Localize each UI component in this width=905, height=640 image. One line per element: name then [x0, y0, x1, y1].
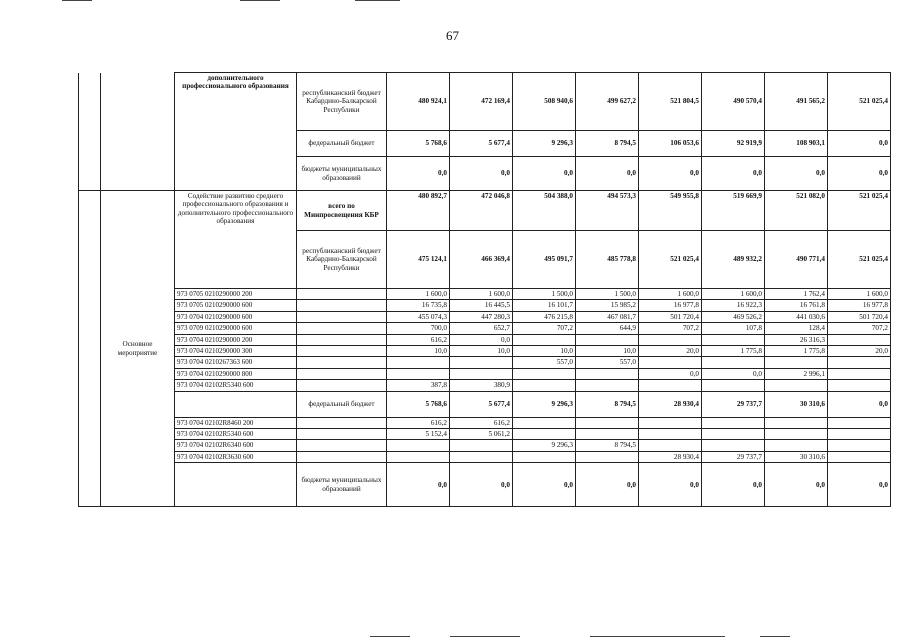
value-cell: 0,0 — [765, 463, 828, 507]
value-cell: 1 775,8 — [765, 346, 828, 357]
value-cell — [828, 334, 891, 345]
value-cell: 5 768,6 — [387, 131, 450, 157]
value-cell: 28 930,4 — [639, 451, 702, 462]
budget-code: 973 0704 0210290000 300 — [175, 346, 297, 357]
budget-code: 973 0704 02102R6340 600 — [175, 440, 297, 451]
value-cell: 490 771,4 — [765, 231, 828, 289]
value-cell: 20,0 — [828, 346, 891, 357]
value-cell: 616,2 — [450, 417, 513, 428]
value-cell — [702, 380, 765, 391]
value-cell: 28 930,4 — [639, 391, 702, 417]
table-row — [79, 451, 891, 462]
value-cell: 10,0 — [513, 346, 576, 357]
value-cell: 16 761,8 — [765, 300, 828, 311]
value-cell: 616,2 — [387, 417, 450, 428]
budget-code: 973 0705 0210290000 200 — [175, 289, 297, 300]
value-cell — [576, 451, 639, 462]
budget-code: 973 0709 0210290000 600 — [175, 323, 297, 334]
value-cell: 491 565,2 — [765, 73, 828, 131]
value-cell: 707,2 — [639, 323, 702, 334]
value-cell: 0,0 — [828, 463, 891, 507]
scan-artifact-top — [240, 0, 280, 1]
value-cell: 0,0 — [639, 463, 702, 507]
value-cell — [450, 368, 513, 379]
value-cell — [702, 417, 765, 428]
value-cell: 1 600,0 — [450, 289, 513, 300]
budget-code: 973 0704 02102R5340 600 — [175, 429, 297, 440]
value-cell: 489 932,2 — [702, 231, 765, 289]
value-cell — [576, 334, 639, 345]
value-cell: 0,0 — [513, 463, 576, 507]
value-cell: 466 369,4 — [450, 231, 513, 289]
cell-empty — [297, 440, 387, 451]
value-cell: 5 677,4 — [450, 131, 513, 157]
value-cell — [450, 440, 513, 451]
table-row — [79, 346, 891, 357]
budget-code: 973 0704 02102R3630 600 — [175, 451, 297, 462]
value-cell: 499 627,2 — [576, 73, 639, 131]
value-cell: 700,0 — [387, 323, 450, 334]
value-cell: 30 310,6 — [765, 391, 828, 417]
value-cell: 475 124,1 — [387, 231, 450, 289]
table-row — [79, 300, 891, 311]
value-cell: 644,9 — [576, 323, 639, 334]
value-cell — [765, 357, 828, 368]
cell-empty — [175, 391, 297, 417]
value-cell: 1 500,0 — [513, 289, 576, 300]
cell-empty — [79, 73, 101, 191]
value-cell: 30 310,6 — [765, 451, 828, 462]
funding-source: бюджеты муниципальных образований — [297, 157, 387, 191]
table-row — [79, 417, 891, 428]
value-cell: 10,0 — [387, 346, 450, 357]
value-cell — [639, 357, 702, 368]
value-cell: 1 775,8 — [702, 346, 765, 357]
value-cell — [513, 417, 576, 428]
value-cell: 1 762,4 — [765, 289, 828, 300]
value-cell: 549 955,8 — [639, 191, 702, 231]
funding-source: бюджеты муниципальных образований — [297, 463, 387, 507]
funding-source: федеральный бюджет — [297, 131, 387, 157]
value-cell: 26 316,3 — [765, 334, 828, 345]
value-cell: 508 940,6 — [513, 73, 576, 131]
value-cell: 16 977,8 — [639, 300, 702, 311]
table-row — [79, 334, 891, 345]
value-cell: 519 669,9 — [702, 191, 765, 231]
value-cell: 15 985,2 — [576, 300, 639, 311]
value-cell: 472 169,4 — [450, 73, 513, 131]
cell-empty — [297, 380, 387, 391]
scan-artifact-bottom — [370, 636, 410, 637]
value-cell — [702, 429, 765, 440]
value-cell — [450, 357, 513, 368]
value-cell: 1 600,0 — [828, 289, 891, 300]
cell-empty — [297, 334, 387, 345]
value-cell: 387,8 — [387, 380, 450, 391]
cell-empty — [297, 429, 387, 440]
value-cell — [828, 451, 891, 462]
value-cell: 0,0 — [513, 157, 576, 191]
scan-artifact-bottom — [760, 636, 790, 637]
value-cell: 8 794,5 — [576, 131, 639, 157]
value-cell: 128,4 — [765, 323, 828, 334]
value-cell: 16 735,8 — [387, 300, 450, 311]
value-cell: 480 892,7 — [387, 191, 450, 231]
value-cell — [576, 368, 639, 379]
value-cell: 0,0 — [450, 463, 513, 507]
funding-source-total: всего по Минпросвещения КБР — [297, 191, 387, 231]
budget-code: 973 0705 0210290000 600 — [175, 300, 297, 311]
budget-table — [78, 72, 891, 507]
value-cell: 0,0 — [765, 157, 828, 191]
value-cell: 5 061,2 — [450, 429, 513, 440]
value-cell: 480 924,1 — [387, 73, 450, 131]
measure-kind: Основное мероприятие — [101, 191, 175, 507]
value-cell — [513, 451, 576, 462]
value-cell: 1 600,0 — [639, 289, 702, 300]
value-cell — [765, 417, 828, 428]
cell-empty — [297, 300, 387, 311]
value-cell: 10,0 — [450, 346, 513, 357]
value-cell — [639, 380, 702, 391]
table-row — [79, 391, 891, 417]
value-cell — [387, 440, 450, 451]
value-cell: 108 903,1 — [765, 131, 828, 157]
value-cell — [576, 380, 639, 391]
cell-empty — [297, 323, 387, 334]
value-cell: 0,0 — [702, 368, 765, 379]
value-cell: 9 296,3 — [513, 131, 576, 157]
value-cell — [639, 429, 702, 440]
value-cell: 9 296,3 — [513, 440, 576, 451]
value-cell: 0,0 — [828, 131, 891, 157]
cell-empty — [297, 346, 387, 357]
cell-empty — [297, 357, 387, 368]
value-cell: 107,8 — [702, 323, 765, 334]
value-cell: 616,2 — [387, 334, 450, 345]
value-cell: 16 101,7 — [513, 300, 576, 311]
table-row — [79, 429, 891, 440]
value-cell: 0,0 — [828, 391, 891, 417]
value-cell: 5 152,4 — [387, 429, 450, 440]
value-cell: 472 046,8 — [450, 191, 513, 231]
value-cell: 504 388,0 — [513, 191, 576, 231]
value-cell: 380,9 — [450, 380, 513, 391]
table-row — [79, 463, 891, 507]
value-cell — [513, 380, 576, 391]
value-cell: 1 500,0 — [576, 289, 639, 300]
value-cell: 1 600,0 — [702, 289, 765, 300]
table-row — [79, 311, 891, 322]
value-cell — [702, 357, 765, 368]
value-cell: 652,7 — [450, 323, 513, 334]
table-row — [79, 191, 891, 231]
table-row — [79, 73, 891, 131]
value-cell: 106 053,6 — [639, 131, 702, 157]
value-cell: 0,0 — [639, 157, 702, 191]
value-cell — [765, 429, 828, 440]
value-cell: 441 030,6 — [765, 311, 828, 322]
funding-source: федеральный бюджет — [297, 391, 387, 417]
value-cell: 495 091,7 — [513, 231, 576, 289]
value-cell: 8 794,5 — [576, 391, 639, 417]
value-cell: 0,0 — [450, 334, 513, 345]
value-cell — [828, 380, 891, 391]
value-cell: 10,0 — [576, 346, 639, 357]
value-cell — [765, 440, 828, 451]
value-cell: 16 922,3 — [702, 300, 765, 311]
value-cell — [828, 357, 891, 368]
value-cell: 521 025,4 — [828, 231, 891, 289]
value-cell: 557,0 — [513, 357, 576, 368]
value-cell: 501 720,4 — [828, 311, 891, 322]
value-cell: 20,0 — [639, 346, 702, 357]
value-cell: 469 526,2 — [702, 311, 765, 322]
table-row — [79, 368, 891, 379]
budget-code: 973 0704 0210290000 200 — [175, 334, 297, 345]
value-cell — [828, 368, 891, 379]
scan-artifact-bottom — [450, 636, 520, 637]
value-cell — [513, 429, 576, 440]
value-cell — [576, 417, 639, 428]
value-cell: 447 280,3 — [450, 311, 513, 322]
value-cell: 29 737,7 — [702, 451, 765, 462]
value-cell: 0,0 — [828, 157, 891, 191]
table-body — [79, 73, 891, 507]
value-cell — [450, 451, 513, 462]
budget-code: 973 0704 0210290000 800 — [175, 368, 297, 379]
value-cell: 476 215,8 — [513, 311, 576, 322]
scan-artifact-bottom — [590, 636, 725, 637]
value-cell: 5 768,6 — [387, 391, 450, 417]
value-cell: 8 794,5 — [576, 440, 639, 451]
value-cell — [387, 368, 450, 379]
value-cell: 92 919,9 — [702, 131, 765, 157]
scan-artifact-top — [355, 0, 400, 1]
cell-empty — [79, 191, 101, 507]
funding-source: республиканский бюджет Кабардино-Балкарской Республики — [297, 231, 387, 289]
cell-empty — [297, 417, 387, 428]
value-cell: 29 737,7 — [702, 391, 765, 417]
cell-empty — [101, 73, 175, 191]
budget-code: 973 0704 0210267363 600 — [175, 357, 297, 368]
page-number: 67 — [446, 28, 459, 43]
value-cell — [828, 417, 891, 428]
value-cell: 1 600,0 — [387, 289, 450, 300]
value-cell — [513, 334, 576, 345]
value-cell: 455 074,3 — [387, 311, 450, 322]
funding-source: республиканский бюджет Кабардино-Балкарской Республики — [297, 73, 387, 131]
value-cell — [513, 368, 576, 379]
value-cell: 2 996,1 — [765, 368, 828, 379]
budget-code: 973 0704 0210290000 600 — [175, 311, 297, 322]
value-cell: 467 081,7 — [576, 311, 639, 322]
table-row — [79, 440, 891, 451]
value-cell: 521 082,0 — [765, 191, 828, 231]
cell-empty — [297, 311, 387, 322]
value-cell: 16 977,8 — [828, 300, 891, 311]
budget-code: 973 0704 02102R5340 600 — [175, 380, 297, 391]
scan-artifact-top — [62, 0, 92, 1]
value-cell: 0,0 — [576, 463, 639, 507]
value-cell: 0,0 — [702, 463, 765, 507]
value-cell: 0,0 — [387, 157, 450, 191]
budget-code: 973 0704 02102R8460 200 — [175, 417, 297, 428]
value-cell: 0,0 — [639, 368, 702, 379]
value-cell — [639, 417, 702, 428]
value-cell — [639, 334, 702, 345]
value-cell: 501 720,4 — [639, 311, 702, 322]
table-row — [79, 380, 891, 391]
value-cell — [828, 440, 891, 451]
measure-name: Содействие развитию среднего профессионального образования и дополнительного профессионального образования — [175, 191, 297, 289]
value-cell — [828, 429, 891, 440]
value-cell — [387, 357, 450, 368]
cell-empty — [175, 463, 297, 507]
value-cell — [576, 429, 639, 440]
value-cell: 485 778,8 — [576, 231, 639, 289]
value-cell: 5 677,4 — [450, 391, 513, 417]
value-cell — [639, 440, 702, 451]
value-cell: 0,0 — [450, 157, 513, 191]
value-cell: 16 445,5 — [450, 300, 513, 311]
cell-empty — [297, 368, 387, 379]
value-cell: 521 025,4 — [828, 191, 891, 231]
value-cell: 707,2 — [828, 323, 891, 334]
value-cell: 521 025,4 — [828, 73, 891, 131]
value-cell — [387, 451, 450, 462]
measure-name-continued: дополнительного профессионального образования — [175, 73, 297, 191]
value-cell: 0,0 — [387, 463, 450, 507]
table-row — [79, 323, 891, 334]
table-row — [79, 357, 891, 368]
value-cell — [702, 440, 765, 451]
value-cell — [702, 334, 765, 345]
cell-empty — [297, 289, 387, 300]
value-cell: 707,2 — [513, 323, 576, 334]
value-cell: 0,0 — [576, 157, 639, 191]
value-cell: 557,0 — [576, 357, 639, 368]
cell-empty — [297, 451, 387, 462]
value-cell: 521 025,4 — [639, 231, 702, 289]
value-cell: 490 570,4 — [702, 73, 765, 131]
value-cell — [765, 380, 828, 391]
table-row — [79, 289, 891, 300]
value-cell: 521 804,5 — [639, 73, 702, 131]
value-cell: 9 296,3 — [513, 391, 576, 417]
value-cell: 494 573,3 — [576, 191, 639, 231]
value-cell: 0,0 — [702, 157, 765, 191]
